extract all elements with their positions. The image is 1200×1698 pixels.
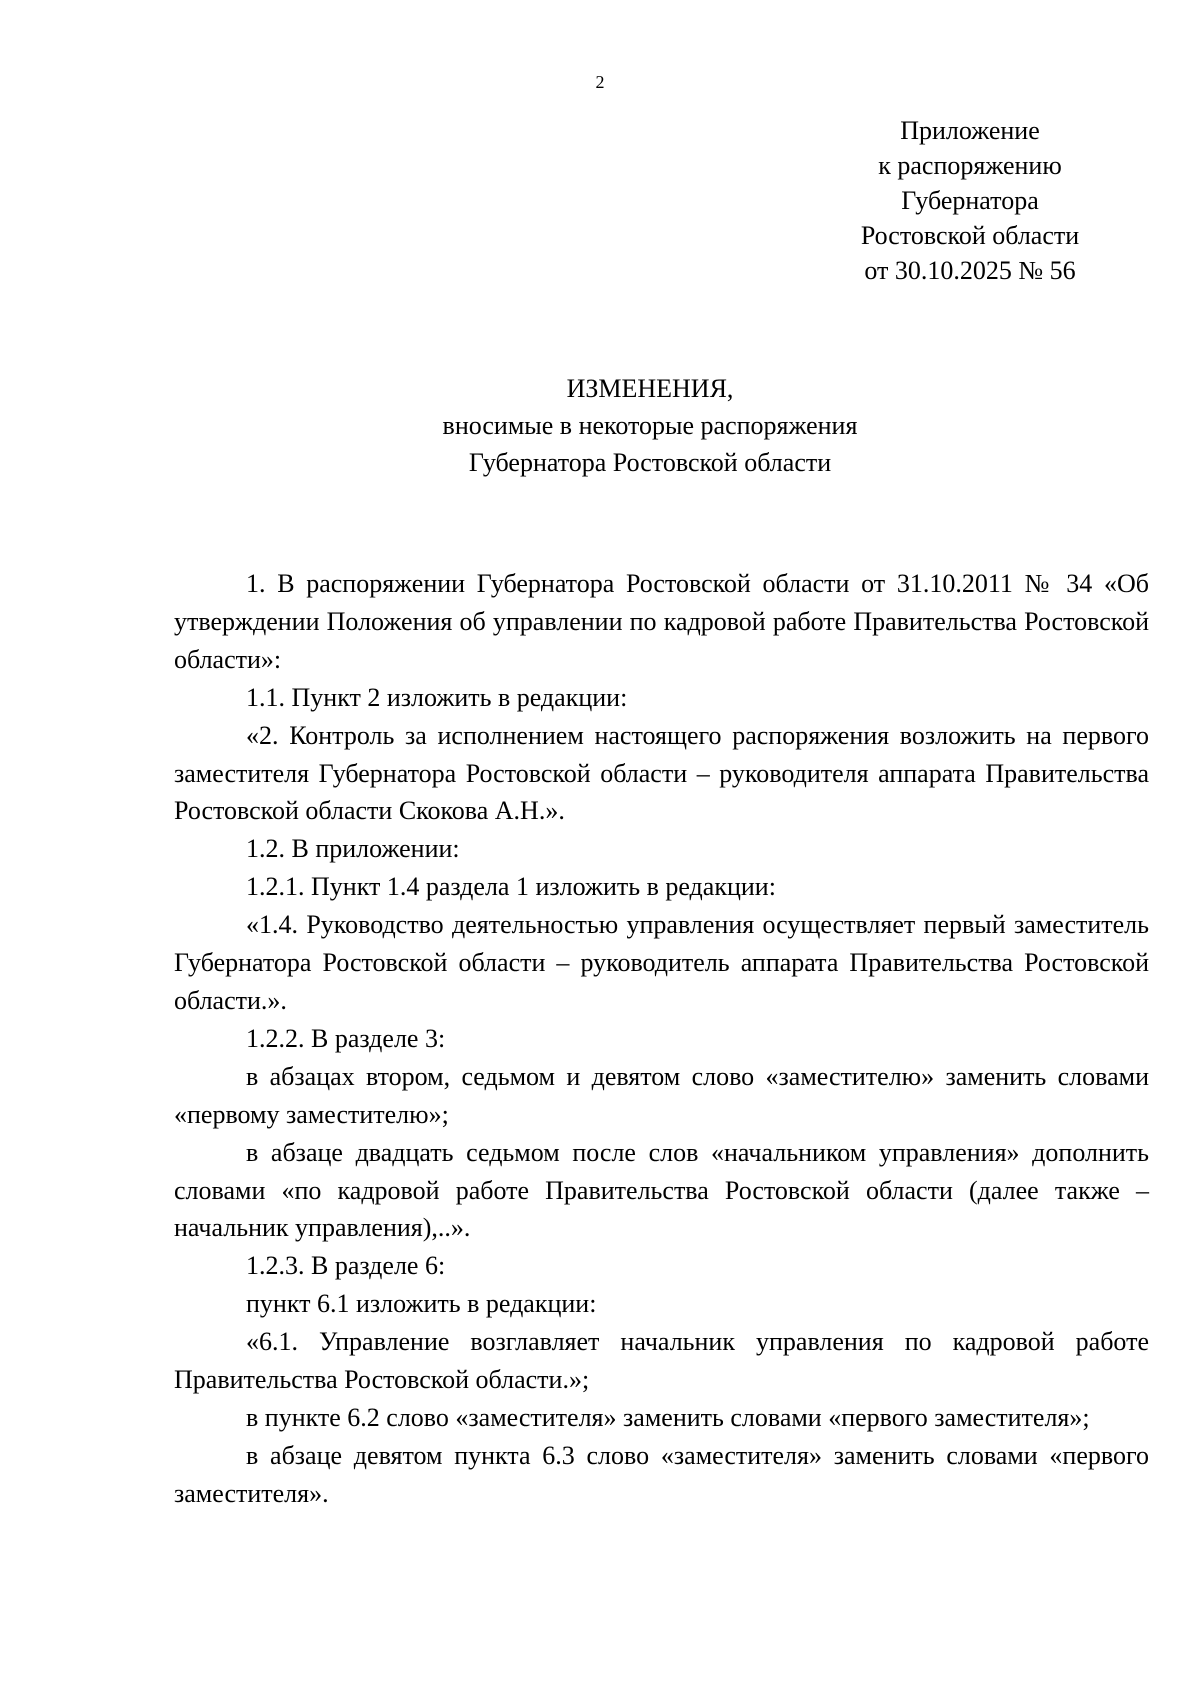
paragraph: в пункте 6.2 слово «заместителя» заменить словами «первого заместителя»;: [246, 1402, 1090, 1432]
paragraph: 1.1. Пункт 2 изложить в редакции:: [246, 682, 628, 712]
paragraph: в абзацах втором, седьмом и девятом слово «заместителю» заменить словами «первому заместителю»;: [174, 1061, 1149, 1129]
document-title: ИЗМЕНЕНИЯ,: [566, 374, 734, 403]
approval-date-number: от 30.10.2025 № 56: [864, 256, 1076, 285]
approval-line: Приложение: [900, 116, 1040, 145]
document-title-block: [170, 370, 1130, 481]
paragraph: в абзаце девятом пункта 6.3 слово «заместителя» заменить словами «первого заместителя».: [174, 1440, 1149, 1508]
approval-line: к распоряжению: [878, 151, 1062, 180]
paragraph: пункт 6.1 изложить в редакции:: [246, 1289, 597, 1319]
paragraph: «6.1. Управление возглавляет начальник управления по кадровой работе Правительства Ростовской области.»;: [174, 1327, 1149, 1395]
approval-line: Губернатора: [901, 186, 1039, 215]
paragraph: «1.4. Руководство деятельностью управления осуществляет первый заместитель Губернатора Ростовской области – руководитель аппарата Правительства Ростовской области.».: [174, 910, 1149, 1015]
page-number: 2: [595, 72, 605, 92]
paragraph: 1. В распоряжении Губернатора Ростовской области от 31.10.2011 № 34 «Об утверждении Положения об управлении по кадровой работе Правительства Ростовской области»:: [174, 569, 1149, 674]
approval-block: [820, 113, 1120, 288]
approval-line: Ростовской области: [860, 221, 1080, 250]
paragraph: 1.2.3. В разделе 6:: [246, 1251, 446, 1281]
paragraph: 1.2.2. В разделе 3:: [246, 1023, 446, 1053]
document-body: [174, 565, 1149, 1513]
paragraph: «2. Контроль за исполнением настоящего распоряжения возложить на первого заместителя Губернатора Ростовской области – руководителя аппарата Правительства Ростовской области Скокова А.Н.».: [174, 720, 1149, 826]
paragraph: в абзаце двадцать седьмом после слов «начальником управления» дополнить словами «по кадровой работе Правительства Ростовской области (далее также – начальник управления),..».: [174, 1137, 1149, 1243]
document-subtitle: вносимые в некоторые распоряжения: [442, 411, 858, 440]
document-subtitle: Губернатора Ростовской области: [468, 448, 832, 477]
paragraph: 1.2. В приложении:: [246, 834, 460, 864]
paragraph: 1.2.1. Пункт 1.4 раздела 1 изложить в редакции:: [246, 872, 776, 902]
